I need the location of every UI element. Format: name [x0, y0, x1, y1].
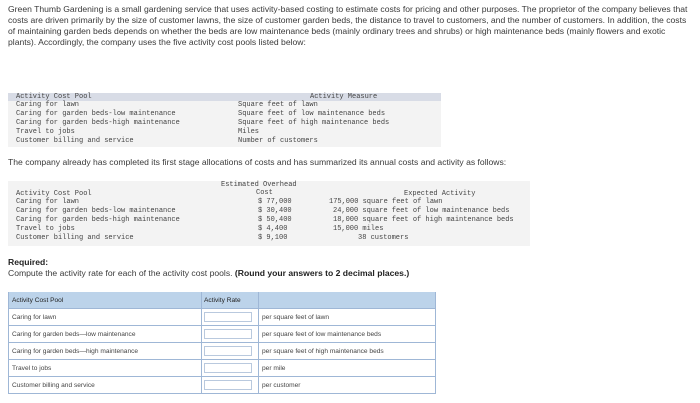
pool-header-label: Activity Cost Pool: [16, 93, 92, 101]
activity-measure-table: [8, 93, 441, 147]
required-section: [8, 257, 409, 279]
rate-cell: [202, 309, 259, 326]
oh-cost-value: $ 30,400: [258, 207, 292, 215]
answer-unit-label: per square feet of low maintenance beds: [259, 326, 436, 343]
activity-header: Expected Activity: [404, 190, 476, 198]
cost-header-line2: Cost: [256, 189, 273, 197]
oh-pool-label: Caring for garden beds-high maintenance: [16, 216, 180, 224]
measure-row-label: Square feet of low maintenance beds: [238, 110, 386, 118]
measure-row-label: Number of customers: [238, 137, 318, 145]
overhead-activity-table: [8, 181, 530, 246]
rate-cell: [202, 326, 259, 343]
oh-pool-label: Customer billing and service: [16, 234, 134, 242]
measure-row-label: Miles: [238, 128, 260, 136]
activity-rate-answer-table: [8, 292, 436, 394]
customer-billing-rate-input[interactable]: [204, 380, 252, 390]
oh-pool-label: Caring for garden beds-low maintenance: [16, 207, 176, 215]
pool-row-label: Customer billing and service: [16, 137, 134, 145]
answer-rate-header: Activity Rate: [202, 292, 259, 309]
oh-cost-value: $ 4,400: [258, 225, 288, 233]
measure-row-label: Square feet of high maintenance beds: [238, 119, 390, 127]
summary-text: The company already has completed its first stage allocations of costs and has summarized its annual costs and activity as follows:: [8, 157, 507, 167]
low-maintenance-rate-input[interactable]: [204, 329, 252, 339]
answer-unit-label: per square feet of lawn: [259, 309, 436, 326]
table-row: [9, 360, 436, 377]
answer-pool-label: Caring for garden beds—high maintenance: [9, 343, 202, 360]
oh-activity-value: 15,000 miles: [333, 225, 384, 233]
measure-header-label: Activity Measure: [310, 93, 378, 101]
pool-row-label: Caring for garden beds-low maintenance: [16, 110, 176, 118]
answer-header-row: [9, 292, 436, 309]
answer-pool-label: Customer billing and service: [9, 377, 202, 394]
lawn-rate-input[interactable]: [204, 312, 252, 322]
table-row: [9, 326, 436, 343]
pool-row-label: Travel to jobs: [16, 128, 75, 136]
cost-header-line1: Estimated Overhead: [221, 181, 297, 189]
oh-cost-value: $ 50,400: [258, 216, 292, 224]
travel-rate-input[interactable]: [204, 363, 252, 373]
oh-pool-label: Travel to jobs: [16, 225, 75, 233]
oh-cost-value: $ 77,000: [258, 198, 292, 206]
answer-pool-header: Activity Cost Pool: [9, 292, 202, 309]
rate-cell: [202, 377, 259, 394]
table-row: [9, 377, 436, 394]
intro-paragraph: Green Thumb Gardening is a small gardening service that uses activity-based costing to estimate costs for pricing and other purposes. The proprietor of the company believes that costs are driven primarily by the size of customer lawns, the size of customer garden beds, the distance to travel to customers, and the number of customers. In addition, the costs of maintaining garden beds depends on whether the beds are low maintenance beds (mainly ordinary trees and shrubs) or high maintenance beds (mainly flowers and exotic plants). Accordingly, the company uses the five activity cost pools listed below:: [8, 4, 688, 47]
oh-activity-value: 18,000 square feet of high maintenance beds: [333, 216, 514, 224]
oh-cost-value: $ 9,100: [258, 234, 288, 242]
high-maintenance-rate-input[interactable]: [204, 346, 252, 356]
answer-pool-label: Caring for garden beds—low maintenance: [9, 326, 202, 343]
oh-pool-label: Caring for lawn: [16, 198, 80, 206]
oh-pool-header: Activity Cost Pool: [16, 190, 92, 198]
answer-unit-label: per customer: [259, 377, 436, 394]
rate-cell: [202, 360, 259, 377]
answer-unit-label: per mile: [259, 360, 436, 377]
answer-unit-label: per square feet of high maintenance beds: [259, 343, 436, 360]
measure-row-label: Square feet of lawn: [238, 101, 318, 109]
pool-row-label: Caring for lawn: [16, 101, 80, 109]
answer-pool-label: Caring for lawn: [9, 309, 202, 326]
required-label: Required:: [8, 257, 49, 267]
answer-pool-label: Travel to jobs: [9, 360, 202, 377]
table-row: [9, 343, 436, 360]
oh-activity-value: 175,000 square feet of lawn: [329, 198, 443, 206]
required-text: Compute the activity rate for each of the activity cost pools.: [8, 268, 233, 278]
oh-activity-value: 24,000 square feet of low maintenance beds: [333, 207, 510, 215]
rate-cell: [202, 343, 259, 360]
table-row: [9, 309, 436, 326]
pool-row-label: Caring for garden beds-high maintenance: [16, 119, 180, 127]
rounding-instruction: (Round your answers to 2 decimal places.): [234, 268, 410, 278]
answer-unit-header: [259, 292, 436, 309]
oh-activity-value: 38 customers: [358, 234, 409, 242]
